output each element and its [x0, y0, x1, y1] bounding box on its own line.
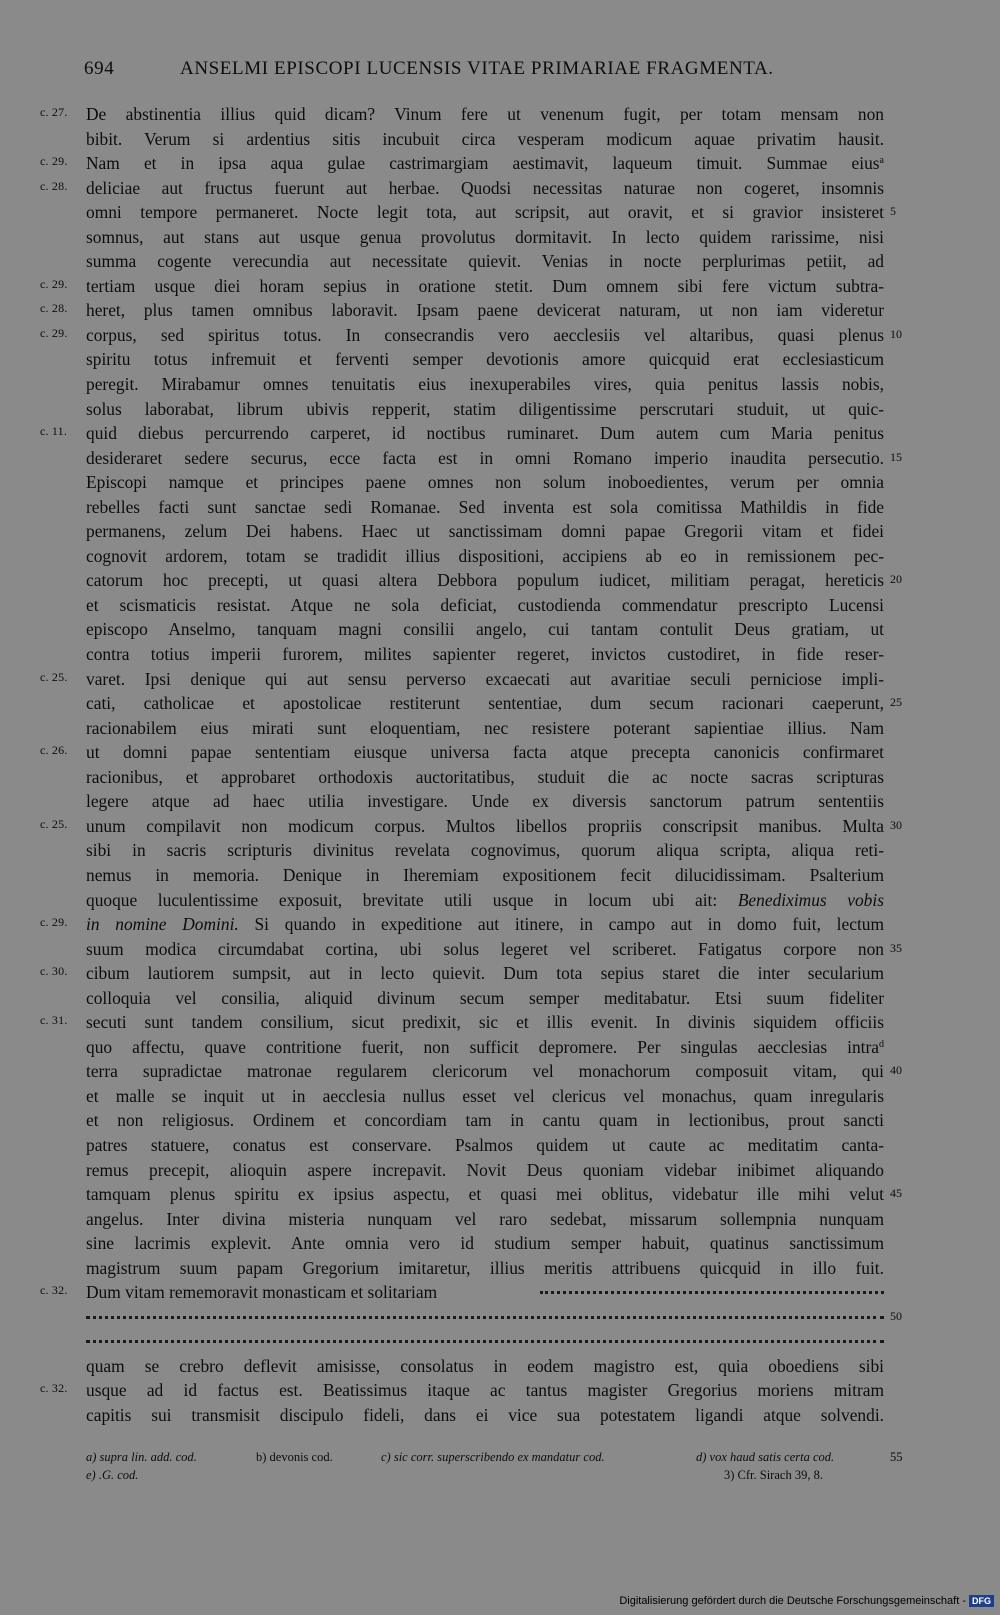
line-body: cati, catholicae et apostolicae restiterunt sententiae, dum secum racionari caeperunt, [86, 693, 884, 714]
text-line [0, 176, 1000, 201]
line-text [86, 372, 884, 396]
text-line [0, 667, 1000, 692]
line-text [86, 937, 884, 961]
italic-quote: in nomine Domini. [86, 914, 239, 935]
line-body: Dum vitam rememoravit monasticam et solitariam [86, 1282, 438, 1303]
text-line [0, 863, 1000, 888]
text-line [0, 740, 1000, 765]
text-line [0, 323, 1000, 348]
line-body: racionabilem eius mirati sunt eloquentiam, nec resistere poterant sapientiae illius. Nam [86, 717, 884, 738]
text-line [0, 372, 1000, 397]
marginal-chapter-ref: c. 28. [40, 178, 68, 193]
line-body: ut domni papae sententiam eiusque universa facta atque precepta canonicis confirmaret [86, 742, 884, 763]
text-line [0, 274, 1000, 299]
text-line [0, 1256, 1000, 1281]
footnote-c: c) sic corr. superscribendo ex mandatur cod. [381, 1450, 605, 1464]
line-text [86, 1084, 884, 1108]
line-text [86, 274, 884, 298]
line-text [86, 642, 884, 666]
running-header [84, 58, 884, 88]
line-number: 20 [890, 572, 902, 587]
line-number: 25 [890, 695, 902, 710]
text-line [0, 814, 1000, 839]
text-line [0, 1329, 1000, 1354]
line-number: 35 [890, 940, 902, 955]
line-text [86, 1035, 884, 1059]
line-body: unum compilavit non modicum corpus. Multos libellos propriis conscripsit manibus. Multa [86, 815, 884, 836]
line-body: usque ad id factus est. Beatissimus itaque ac tantus magister Gregorius moriens mitram [86, 1380, 884, 1401]
marginal-chapter-ref: c. 32. [40, 1381, 68, 1396]
text-line [0, 961, 1000, 986]
text-line [0, 1305, 1000, 1330]
text-line [0, 1035, 1000, 1060]
line-body: heret, plus tamen omnibus laboravit. Ipsam paene devicerat naturam, ut non iam videretur [86, 300, 884, 321]
line-text [86, 519, 884, 543]
line-text [86, 716, 884, 740]
text-line [0, 421, 1000, 446]
line-number: 10 [890, 326, 902, 341]
line-text [86, 495, 884, 519]
line-body: quoque luculentissime exposuit, brevitate utili usque in locum ubi ait: [86, 889, 718, 910]
marginal-chapter-ref: c. 30. [40, 964, 68, 979]
footnote-a: a) supra lin. add. cod. [86, 1450, 197, 1464]
text-line [0, 470, 1000, 495]
marginal-chapter-ref: c. 27. [40, 105, 68, 119]
line-number: 30 [890, 817, 902, 832]
line-text [86, 1231, 884, 1255]
line-body: nemus in memoria. Denique in Iheremiam expositionem fecit dilucidissimam. Psalterium [86, 864, 884, 885]
text-line [0, 1231, 1000, 1256]
footnote-marker: d [879, 1038, 884, 1050]
marginal-chapter-ref: c. 29. [40, 915, 68, 930]
line-body: cibum lautiorem sumpsit, aut in lecto quievit. Dum tota sepius staret die inter secularium [86, 963, 884, 984]
text-line [0, 568, 1000, 593]
line-text [86, 814, 884, 838]
marginal-chapter-ref: c. 11. [40, 424, 68, 439]
line-text [86, 347, 884, 371]
line-body: quo affectu, quave contritione fuerit, non sufficit depromere. Per singulas aecclesias intra [86, 1036, 879, 1057]
marginal-chapter-ref: c. 29. [40, 325, 68, 340]
line-text [86, 127, 884, 151]
text-line [0, 986, 1000, 1011]
line-text [86, 1158, 884, 1182]
line-text [86, 961, 884, 985]
dfg-logo: DFG [969, 1595, 994, 1607]
line-text [86, 397, 884, 421]
line-text [86, 617, 884, 641]
line-body: De abstinentia illius quid dicam? Vinum fere ut venenum fugit, per totam mensam non [86, 104, 884, 124]
line-body: desideraret sedere securus, ecce facta est in omni Romano imperio inaudita persecutio. [86, 447, 884, 468]
text-line [0, 347, 1000, 372]
text-line [0, 446, 1000, 471]
credit-text: Digitalisierung gefördert durch die Deutsche Forschungsgemeinschaft - [619, 1595, 966, 1607]
marginal-chapter-ref: c. 25. [40, 669, 68, 684]
footnote-reference: 3) Cfr. Sirach 39, 8. [724, 1468, 823, 1482]
line-body: angelus. Inter divina misteria nunquam vel raro sedebat, missarum sollempnia nunquam [86, 1208, 884, 1229]
line-number: 5 [890, 204, 896, 219]
marginal-chapter-ref: c. 32. [40, 1283, 68, 1298]
line-number: 50 [890, 1308, 902, 1323]
line-text [86, 765, 884, 789]
line-text [86, 1256, 884, 1280]
line-number: 15 [890, 449, 902, 464]
line-body: Si quando in expeditione aut itinere, in campo aut in domo fuit, lectum [254, 914, 884, 935]
line-text [86, 838, 884, 862]
line-text [86, 593, 884, 617]
line-text [86, 1182, 884, 1206]
line-text [86, 544, 884, 568]
line-text [86, 298, 884, 322]
text-line [0, 691, 1000, 716]
text-line [0, 1207, 1000, 1232]
line-body: quam se crebro deflevit amisisse, consolatus in eodem magistro est, quia oboediens sibi [86, 1355, 884, 1376]
line-text [86, 470, 884, 494]
line-body: secuti sunt tandem consilium, sicut predixit, sic et illis evenit. In divinis siquidem officiis [86, 1012, 884, 1033]
text-line [0, 200, 1000, 225]
marginal-chapter-ref: c. 31. [40, 1013, 68, 1028]
footnote-row [86, 1450, 903, 1468]
line-text [86, 863, 884, 887]
text-line [0, 1280, 1000, 1305]
line-text [86, 323, 884, 347]
line-text [86, 888, 884, 912]
line-text [86, 691, 884, 715]
text-line [0, 1084, 1000, 1109]
line-body: Episcopi namque et principes paene omnes non solum inoboedientes, verum per omnia [86, 472, 884, 493]
text-line [0, 838, 1000, 863]
main-text [0, 102, 1000, 1428]
text-line [0, 642, 1000, 667]
text-line [0, 888, 1000, 913]
line-body: et malle se inquit ut in aecclesia nullus esset vel clericus vel monachus, quam inregularis [86, 1085, 884, 1106]
text-line [0, 1158, 1000, 1183]
line-text [86, 1010, 884, 1034]
line-text [86, 1133, 884, 1157]
line-text [86, 225, 884, 249]
line-body: capitis sui transmisit discipulo fideli, dans ei vice sua potestatem ligandi atque solvendi. [86, 1404, 884, 1425]
text-line [0, 1010, 1000, 1035]
line-body: quid diebus percurrendo carperet, id noctibus ruminaret. Dum autem cum Maria penitus [86, 423, 884, 444]
line-text [86, 1354, 884, 1378]
line-text [86, 102, 884, 126]
line-body: racionibus, et approbaret orthodoxis auctoritatibus, studuit die ac nocte sacras scripturas [86, 766, 884, 787]
line-body: rebelles facti sunt sanctae sedi Romanae. Sed inventa est sola comitissa Mathildis in fide [86, 496, 884, 517]
line-body: tamquam plenus spiritu ex ipsius aspectu, et quasi mei oblitus, videbatur ille mihi velut [86, 1184, 884, 1205]
footnote-b: b) devonis cod. [256, 1450, 333, 1464]
line-body: legere atque ad haec utilia investigare. Unde ex diversis sanctorum patrum sententiis [86, 791, 884, 812]
footnote-d: d) vox haud satis certa cod. [696, 1450, 835, 1464]
text-line [0, 298, 1000, 323]
line-body: magistrum suum papam Gregorium imitaretur, illius meritis attribuens quicquid in illo fuit. [86, 1257, 884, 1278]
line-body: somnus, aut stans aut usque genua provolutus dormitavit. In lecto quidem rarissime, nisi [86, 226, 884, 247]
text-line [0, 519, 1000, 544]
line-body: varet. Ipsi denique qui aut sensu perverso excaecati aut avaritiae seculi perniciose impli- [86, 668, 884, 689]
footnote-marker: a [879, 155, 884, 167]
marginal-chapter-ref: c. 26. [40, 743, 68, 758]
line-body: remus precepit, alioquin aspere increpavit. Novit Deus quoniam videbar inibimet aliquando [86, 1159, 884, 1180]
text-line [0, 765, 1000, 790]
line-text [86, 1403, 884, 1427]
line-text [86, 200, 884, 224]
line-body: tertiam usque diei horam sepius in oratione stetit. Dum omnem sibi fere victum subtra- [86, 275, 884, 296]
line-body: spiritu totus infremuit et ferventi semper devotionis amore quicquid erat ecclesiasticum [86, 349, 884, 370]
text-line [0, 495, 1000, 520]
line-body: suum modica circumdabat cortina, ubi solus legeret vel scriberet. Fatigatus corpore non [86, 938, 884, 959]
line-text [86, 1378, 884, 1402]
omission-dots [86, 1339, 884, 1343]
line-body: bibit. Verum si ardentius sitis incubuit circa vesperam modicum aquae privatim hausit. [86, 128, 884, 149]
line-body: et non religiosus. Ordinem et concordiam tam in cantu quam in lectionibus, prout sancti [86, 1110, 884, 1131]
line-text [86, 568, 884, 592]
footnote-e: e) .G. cod. [86, 1468, 139, 1482]
digitization-credit [619, 1595, 994, 1607]
text-line [0, 1403, 1000, 1428]
line-text [86, 151, 884, 175]
text-line [0, 1133, 1000, 1158]
text-line [0, 1059, 1000, 1084]
line-text [86, 1207, 884, 1231]
footnote-row [86, 1468, 886, 1486]
text-line [0, 716, 1000, 741]
text-line [0, 225, 1000, 250]
line-body: omni tempore permaneret. Nocte legit tota, aut scripsit, aut oravit, et si gravior insisteret [86, 202, 884, 223]
line-text [86, 249, 884, 273]
text-line [0, 1354, 1000, 1379]
line-body: permanens, zelum Dei habens. Haec ut sanctissimam domni papae Gregorii vitam et fidei [86, 521, 884, 542]
line-number: 55 [890, 1450, 903, 1464]
line-number: 45 [890, 1186, 902, 1201]
omission-dots [540, 1290, 884, 1294]
text-line [0, 397, 1000, 422]
omission-dots [86, 1315, 884, 1319]
line-body: sine lacrimis explevit. Ante omnia vero id studium semper habuit, quatinus sanctissimum [86, 1233, 884, 1254]
italic-quote: Benediximus vobis [737, 889, 884, 910]
text-line [0, 544, 1000, 569]
marginal-chapter-ref: c. 29. [40, 154, 68, 169]
line-body: peregit. Mirabamur omnes tenuitatis eius inexuperabiles vires, quia penitus lassis nobis, [86, 374, 884, 395]
line-body: terra supradictae matronae regularem clericorum vel monachorum composuit vitam, qui [86, 1061, 884, 1082]
line-text [86, 1059, 884, 1083]
line-text [86, 789, 884, 813]
line-text [86, 1108, 884, 1132]
line-text [86, 986, 884, 1010]
line-body: contra totius imperii furorem, milites sapienter regeret, invictos custodiret, in fide reser- [86, 644, 884, 665]
line-body: sibi in sacris scripturis divinitus revelata cognovimus, quorum aliqua scripta, aliqua reti- [86, 840, 884, 861]
line-body: colloquia vel consilia, aliquid divinum secum semper meditabatur. Etsi suum fideliter [86, 987, 884, 1008]
line-text [86, 421, 884, 445]
text-line [0, 1108, 1000, 1133]
line-number: 40 [890, 1063, 902, 1078]
line-body: episcopo Anselmo, tanquam magni consilii angelo, cui tantam contulit Deus gratiam, ut [86, 619, 884, 640]
line-body: catorum hoc precepti, ut quasi altera Debbora populum iudicet, militiam peragat, hereticis [86, 570, 884, 591]
text-line [0, 789, 1000, 814]
line-body: Nam et in ipsa aqua gulae castrimargiam aestimavit, laqueum timuit. Summae eius [86, 153, 880, 174]
line-body: corpus, sed spiritus totus. In consecrandis vero aecclesiis vel altaribus, quasi plenus [86, 324, 884, 345]
line-body: et scismaticis resistat. Atque ne sola deficiat, custodienda commendatur prescripto Lucensi [86, 594, 884, 615]
footnotes [86, 1450, 903, 1486]
page-number: 694 [84, 58, 115, 79]
line-body: cognovit ardorem, totam se tradidit illius dispositioni, accipiens ab eo in remissionem pec- [86, 545, 884, 566]
line-text [86, 667, 884, 691]
text-line [0, 151, 1000, 176]
text-line [0, 1182, 1000, 1207]
marginal-chapter-ref: c. 28. [40, 301, 68, 316]
line-body: summa cogente verecundia aut necessitate quievit. Venias in nocte perplurimas petiit, ad [86, 251, 884, 272]
line-body: patres statuere, conatus est conservare. Psalmos quidem ut caute ac meditatim canta- [86, 1134, 884, 1155]
line-text [86, 446, 884, 470]
line-text [86, 740, 884, 764]
text-line [0, 127, 1000, 152]
line-text [86, 912, 884, 936]
marginal-chapter-ref: c. 25. [40, 816, 68, 831]
text-line [0, 1378, 1000, 1403]
text-line [0, 912, 1000, 937]
line-body: deliciae aut fructus fuerunt aut herbae. Quodsi necessitas naturae non cogeret, insomnis [86, 177, 884, 198]
running-title: ANSELMI EPISCOPI LUCENSIS VITAE PRIMARIAE FRAGMENTA. [180, 58, 774, 79]
line-text [86, 176, 884, 200]
text-line [0, 249, 1000, 274]
marginal-chapter-ref: c. 29. [40, 276, 68, 291]
text-line [0, 937, 1000, 962]
text-line [0, 617, 1000, 642]
line-body: solus laborabat, librum ubivis repperit, statim diligentissime perscrutari studuit, ut quic- [86, 398, 884, 419]
text-line [0, 593, 1000, 618]
text-line [0, 102, 1000, 127]
